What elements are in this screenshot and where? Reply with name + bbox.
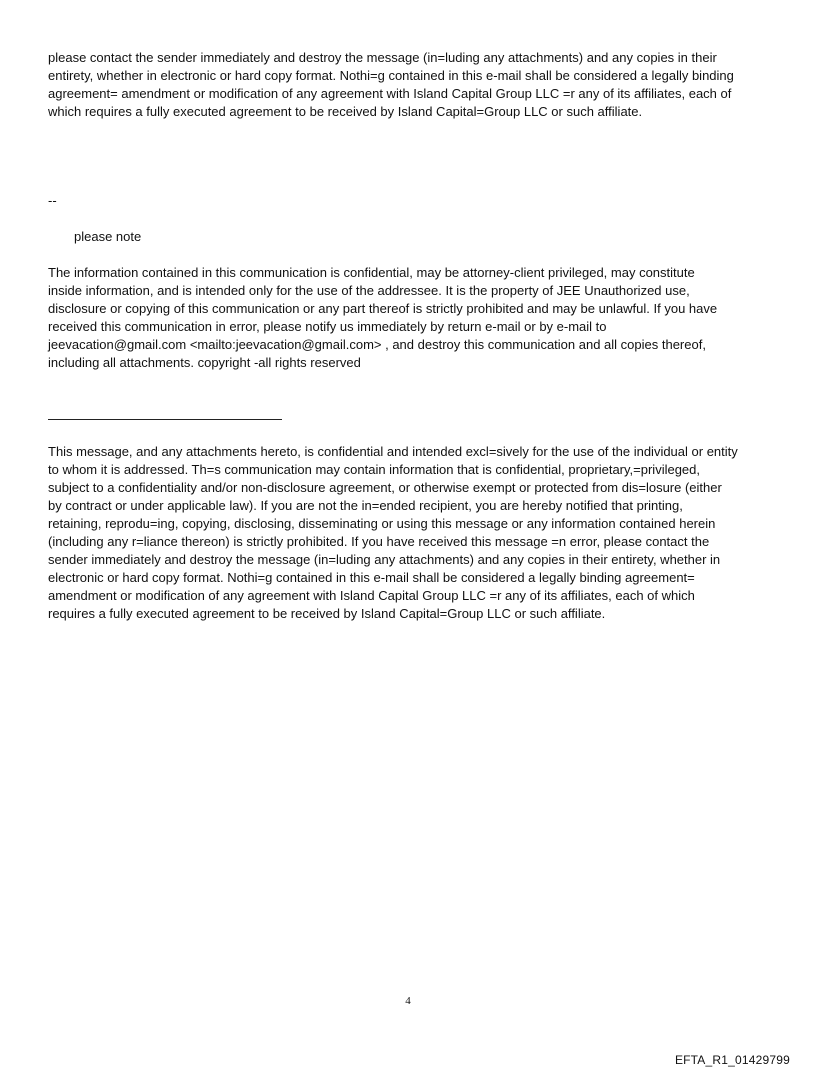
horizontal-rule [48, 419, 282, 420]
signature-separator: -- [48, 193, 57, 208]
document-id: EFTA_R1_01429799 [674, 1053, 790, 1067]
disclaimer-paragraph-top: please contact the sender immediately and destroy the message (in=luding any attachments) and any copies in their entirety, whether in electronic or hard copy format. Nothi=g contained in this e-mail shall be considered a legally binding agreement= amendment or modification of any agreement with Island Capital Group LLC =r any of its affiliates, each of which requires a fully executed agreement to be received by Island Capital=Group LLC or such affiliate. [48, 50, 734, 119]
disclaimer-paragraph-bottom: This message, and any attachments hereto, is confidential and intended excl=sively for the use of the individual or entity to whom it is addressed. Th=s communication may contain information that is confidential, proprietary,=privileged, subject to a confidentiality and/or non-disclosure agreement, or otherwise exempt or protected from dis=losure (either by contract or under applicable law). If you are not the in=ended recipient, you are hereby notified that printing, retaining, reprodu=ing, copying, disclosing, disseminating or using this message or any information contained herein (including any r=liance thereon) is strictly prohibited. If you have received this message =n error, please contact the sender immediately and destroy the message (in=luding any attachments) and any copies in their entirety, whether in electronic or hard copy format. Nothi=g contained in this e-mail shall be considered a legally binding agreement= amendment or modification of any agreement with Island Capital Group LLC =r any of its affiliates, each of which requires a fully executed agreement to be received by Island Capital=Group LLC or such affiliate. [48, 444, 738, 621]
confidentiality-notice-paragraph: The information contained in this communication is confidential, may be attorney-client privileged, may constitute inside information, and is intended only for the use of the addressee. It is the property of JEE Unauthorized use, disclosure or copying of this communication or any part thereof is strictly prohibited and may be unlawful. If you have received this communication in error, please notify us immediately by return e-mail or by e-mail to jeevacation@gmail.com <mailto:jeevacation@gmail.com> , and destroy this communication and all copies thereof, including all attachments. copyright -all rights reserved [48, 265, 718, 370]
note-label: please note [74, 229, 142, 244]
page-number: 4 [405, 995, 411, 1007]
